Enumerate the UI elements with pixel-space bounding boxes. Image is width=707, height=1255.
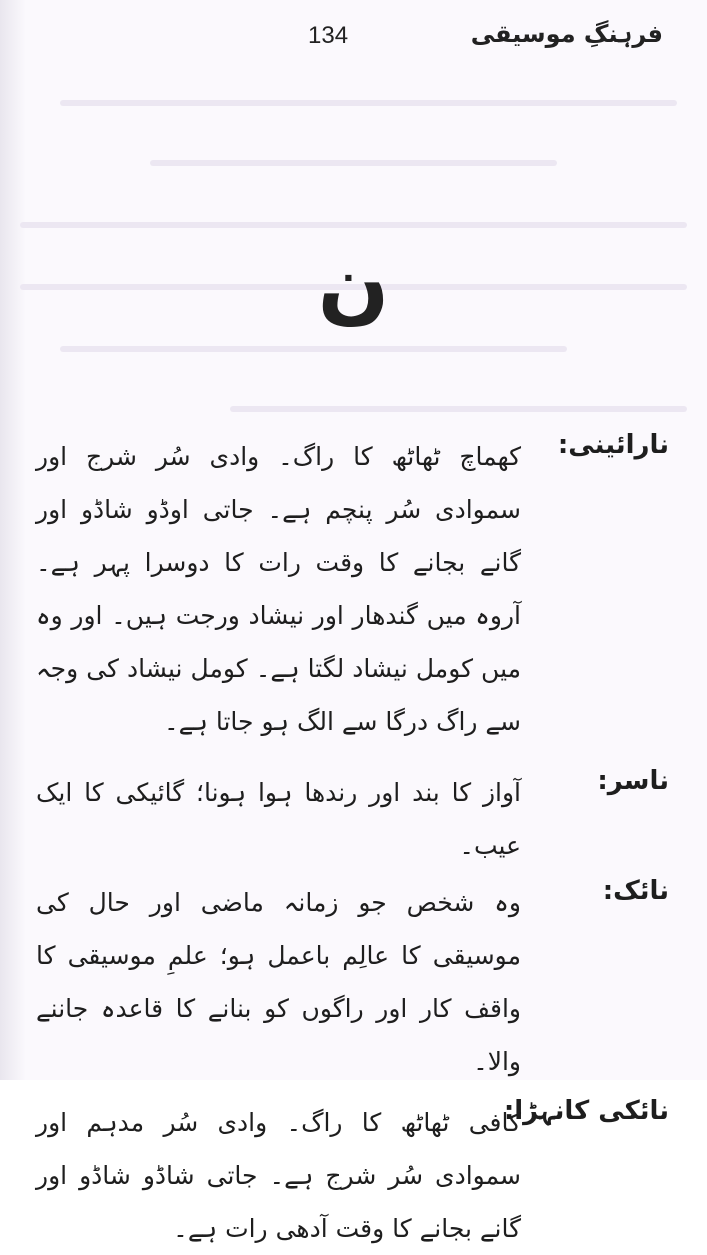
section-letter-heading: ن — [317, 235, 390, 333]
glossary-entry — [0, 1096, 707, 1255]
bleed-through-line — [60, 346, 567, 352]
entry-definition: وہ شخص جو زمانہ ماضی اور حال کی موسیقی کا عالِم باعمل ہو؛ علمِ موسیقی کا واقف کار اور راگوں کو بنانے کا قاعدہ جاننے والا۔ — [36, 888, 521, 1076]
entry-term: نائکی کانہڑا: — [503, 1096, 669, 1126]
entry-definition: کافی ٹھاٹھ کا راگ۔ وادی سُر مدہم اور سموادی سُر شرج ہے۔ جاتی شاڈو شاڈو اور گانے بجانے کا وقت آدھی رات ہے۔ — [36, 1108, 521, 1243]
entry-definition: کھماچ ٹھاٹھ کا راگ۔ وادی سُر شرج اور سموادی سُر پنچم ہے۔ جاتی اوڈو شاڈو اور گانے بجانے کا وقت رات کا دوسرا پہر ہے۔ آروہ میں گندھار اور نیشاد ورجت ہیں۔ اور وہ میں کومل نیشاد لگتا ہے۔ کومل نیشاد کی وجہ سے راگ درگا سے الگ ہو جاتا ہے۔ — [36, 442, 521, 736]
page-header — [0, 22, 707, 62]
bleed-through-line — [150, 160, 557, 166]
entry-term: نارائینی: — [557, 430, 669, 460]
entry-term: نائک: — [602, 876, 669, 906]
glossary-entry — [0, 876, 707, 1088]
entry-definition: آواز کا بند اور رندھا ہوا ہونا؛ گائیکی کا ایک عیب۔ — [36, 778, 521, 860]
glossary-entries — [0, 430, 707, 1255]
bleed-through-line — [230, 406, 687, 412]
page-number: 134 — [308, 22, 349, 49]
glossary-entry — [0, 766, 707, 872]
bleed-through-line — [60, 100, 677, 106]
bleed-through-line — [20, 222, 687, 228]
book-title: فرہنگِ موسیقی — [470, 20, 663, 48]
glossary-entry — [0, 430, 707, 748]
entry-term: ناسر: — [597, 766, 669, 796]
